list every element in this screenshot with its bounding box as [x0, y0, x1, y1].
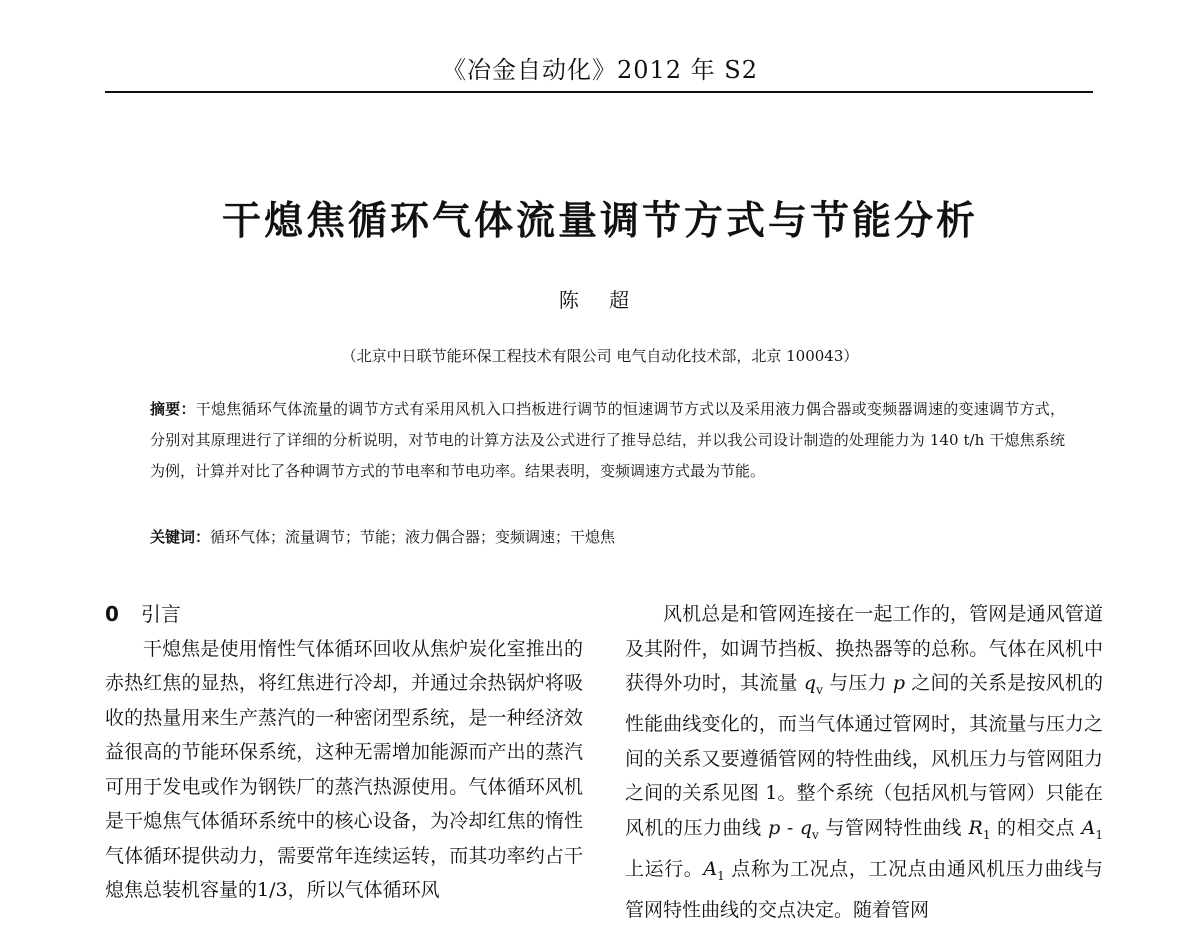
header-rule [105, 91, 1093, 93]
keywords-text: 循环气体；流量调节；节能；液力偶合器；变频调速；干熄焦 [210, 528, 616, 546]
expr-p-q: p - $q_v$ [768, 816, 819, 842]
var-p: p [892, 672, 906, 694]
paper-title: 干熄焦循环气体流量调节方式与节能分析 [221, 199, 978, 244]
section-heading [105, 597, 583, 632]
right-column [625, 597, 1103, 928]
section-title: 引言 [140, 602, 181, 626]
abstract [150, 394, 1065, 487]
var-A1-second: $A_1$ [703, 858, 725, 883]
affiliation: （北京中日联节能环保工程技术有限公司 电气自动化技术部，北京 100043） [341, 347, 859, 365]
intro-paragraph: 干熄焦是使用惰性气体循环回收从焦炉炭化室推出的赤热红焦的显热，将红焦进行冷却，并通过余热锅炉将吸收的热量用来生产蒸汽的一种密闭型系统，是一种经济效益很高的节能环保系统，这种无需增加能源而产出的蒸汽可用于发电或作为钢铁厂的蒸汽热源使用。气体循环风机是干熄焦气体循环系统中的核心设备，为冷却红焦的惰性气体循环提供动力，需要常年连续运转，而其功率约占干熄焦总装机容量的1/3，所以气体循环风 [105, 637, 583, 901]
fan-network-paragraph: 风机总是和管网连接在一起工作的，管网是通风管道及其附件，如调节挡板、换热器等的总称。气体在风机中获得外功时，其流量 $q_v$ 与压力 p 之间的关系是按风机的性能曲线变化的，而当气体通过管网时，其流量与压力之间的关系又要遵循管网的特性曲线，风机压力与管网阻力之间的关系见图 1。整个系统（包括风机与管网）只能在风机的压力曲线 p - $q_v$ 与管网特性曲线 $R_1$ 的相交点 $A_1$ 上运行。$A_1$ 点称为工况点，工况点由通风机压力曲线与管网特性曲线的交点决定。随着管网 [625, 603, 1103, 922]
var-q: $q_v$ [803, 672, 823, 697]
keywords-label: 关键词： [150, 528, 211, 546]
var-R1: $R_1$ [968, 816, 991, 842]
abstract-label: 摘要： [150, 400, 196, 418]
left-column [105, 597, 583, 908]
author: 陈 超 [558, 288, 642, 312]
journal-header: 《冶金自动化》2012 年 S2 [441, 56, 759, 84]
section-number: 0 [105, 602, 119, 626]
keywords [150, 522, 1065, 553]
var-A1: $A_1$ [1081, 816, 1103, 842]
abstract-text: 干熄焦循环气体流量的调节方式有采用风机入口挡板进行调节的恒速调节方式以及采用液力偶合器或变频器调速的变速调节方式，分别对其原理进行了详细的分析说明，对节电的计算方法及公式进行了推导总结，并以我公司设计制造的处理能力为 140 t/h 干熄焦系统为例，计算并对比了各种调节方式的节电率和节电功率。结果表明，变频调速方式最为节能。 [150, 400, 1065, 480]
